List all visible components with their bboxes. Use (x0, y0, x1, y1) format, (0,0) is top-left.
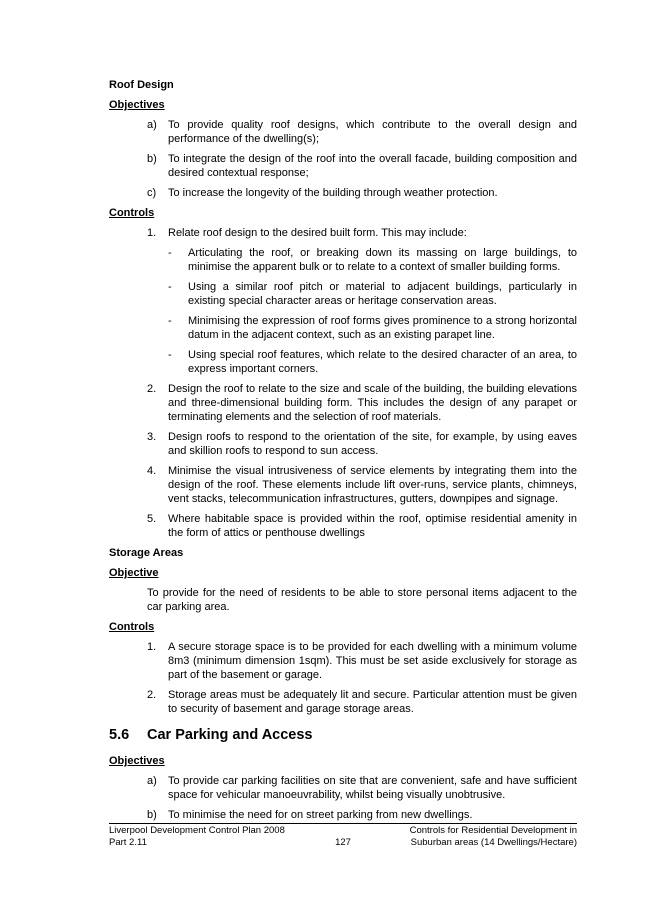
item-text: Where habitable space is provided within the roof, optimise residential amenity in the form of attics or penthouse dwellings (168, 513, 577, 539)
roof-control-subitem (109, 246, 577, 274)
dash-bullet: - (168, 315, 172, 327)
storage-control-item (109, 640, 577, 682)
footer-section-line2: Suburban areas (14 Dwellings/Hectare) (410, 836, 577, 848)
roof-control-item (109, 382, 577, 424)
roof-control-item (109, 512, 577, 540)
item-text: To minimise the need for on street parking from new dwellings. (168, 809, 473, 821)
item-text: Storage areas must be adequately lit and secure. Particular attention must be given to security of basement and garage storage areas. (168, 689, 577, 715)
item-label: 2. (147, 383, 157, 395)
roof-control-subitem (109, 280, 577, 308)
roof-controls-heading: Controls (109, 207, 155, 219)
item-label: 3. (147, 431, 157, 443)
item-label: 4. (147, 465, 157, 477)
item-text: To increase the longevity of the building through weather protection. (168, 187, 498, 199)
parking-objectives-heading: Objectives (109, 755, 165, 767)
item-text: To provide car parking facilities on site that are convenient, safe and have sufficient space for vehicular manoeuvrability, whilst being visually unobtrusive. (168, 775, 577, 801)
section-heading (109, 726, 577, 744)
item-label: b) (147, 809, 157, 821)
parking-objective-item (109, 808, 577, 822)
dash-bullet: - (168, 281, 172, 293)
roof-control-item (109, 430, 577, 458)
roof-objectives-heading: Objectives (109, 99, 165, 111)
storage-areas-heading: Storage Areas (109, 547, 184, 559)
item-text: Design the roof to relate to the size and scale of the building, the building elevations and three-dimensional building form. This includes the design of any parapet or terminating elements and the selection of roof materials. (168, 383, 577, 423)
subitem-text: Articulating the roof, or breaking down its massing on large buildings, to minimise the apparent bulk or to relate to a context of smaller building forms. (188, 247, 577, 273)
item-label: 2. (147, 689, 157, 701)
item-label: 1. (147, 227, 157, 239)
footer-section-line1: Controls for Residential Development in (409, 825, 577, 836)
item-text: A secure storage space is to be provided for each dwelling with a minimum volume 8m3 (minimum dimension 1sqm). This must be set aside exclusively for storage as part of the basement or garage. (168, 641, 577, 681)
subitem-text: Minimising the expression of roof forms gives prominence to a strong horizontal datum in the adjacent context, such as an existing parapet line. (188, 315, 577, 341)
item-label: c) (147, 187, 157, 199)
parking-objective-item (109, 774, 577, 802)
page-content (109, 78, 577, 828)
footer-plan-title: Liverpool Development Control Plan 2008 (109, 825, 285, 836)
page-number: 127 (335, 836, 351, 848)
storage-objective-heading: Objective (109, 567, 159, 579)
dash-bullet: - (168, 247, 172, 259)
section-number: 5.6 (109, 727, 130, 743)
section-title: Car Parking and Access (147, 727, 313, 743)
roof-objective-item (109, 152, 577, 180)
roof-control-item (109, 226, 577, 240)
roof-control-item (109, 464, 577, 506)
item-text: Relate roof design to the desired built form. This may include: (168, 227, 467, 239)
subitem-text: Using a similar roof pitch or material to adjacent buildings, particularly in existing special character areas or heritage conservation areas. (188, 281, 577, 307)
item-label: a) (147, 119, 157, 131)
footer-right (347, 825, 577, 848)
storage-objective-text: To provide for the need of residents to be able to store personal items adjacent to the car parking area. (147, 587, 577, 613)
item-label: 5. (147, 513, 157, 525)
storage-controls-heading: Controls (109, 621, 155, 633)
dash-bullet: - (168, 349, 172, 361)
roof-objective-item (109, 186, 577, 200)
item-label: 1. (147, 641, 157, 653)
storage-control-item (109, 688, 577, 716)
item-text: Minimise the visual intrusiveness of service elements by integrating them into the design of the roof. These elements include lift over-runs, service plants, chimneys, vent stacks, telecommunication infrastructures, gutters, downpipes and signage. (168, 465, 577, 505)
subitem-text: Using special roof features, which relate to the desired character of an area, to express important corners. (188, 349, 577, 375)
roof-design-heading: Roof Design (109, 79, 174, 91)
roof-control-subitem (109, 314, 577, 342)
roof-objective-item (109, 118, 577, 146)
item-label: a) (147, 775, 157, 787)
roof-control-subitem (109, 348, 577, 376)
item-label: b) (147, 153, 157, 165)
item-text: Design roofs to respond to the orientation of the site, for example, by using eaves and skillion roofs to respond to sun access. (168, 431, 577, 457)
footer-part: Part 2.11 (109, 836, 147, 848)
footer-divider (109, 823, 577, 824)
item-text: To provide quality roof designs, which contribute to the overall design and performance of the dwelling(s); (168, 119, 577, 145)
item-text: To integrate the design of the roof into the overall facade, building composition and desired contextual response; (168, 153, 577, 179)
